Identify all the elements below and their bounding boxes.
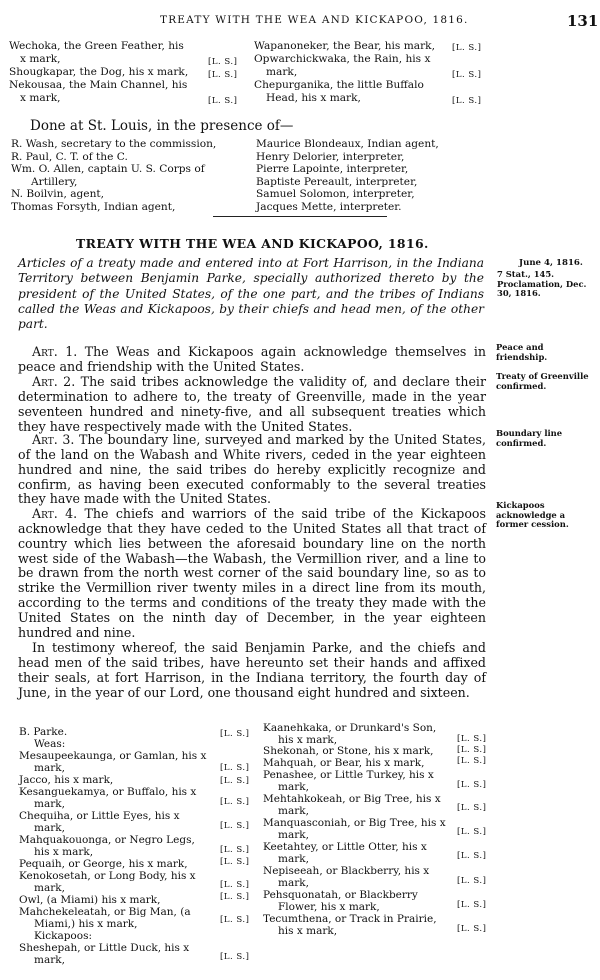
signature-line: mark, [34, 798, 65, 810]
signature-line: B. Parke. [19, 726, 68, 738]
seal-mark: [L. S.] [220, 880, 250, 890]
signature-line: his x mark, [278, 925, 338, 937]
signature-line: mark, [278, 853, 309, 865]
top-signature-line: Nekousaa, the Main Channel, his [9, 79, 188, 91]
signature-line: Owl, (a Miami) his x mark, [19, 894, 161, 906]
margin-date: June 4, 1816. [519, 258, 583, 268]
witness: Baptiste Pereault, interpreter, [256, 175, 418, 188]
seal-mark: [L. S.] [208, 70, 238, 80]
signature-line: mark, [34, 882, 65, 894]
seal-mark: [L. S.] [220, 776, 250, 786]
signature-line: Jacco, his x mark, [19, 774, 114, 786]
seal-mark: [L. S.] [457, 900, 487, 910]
article-text: The chiefs and warriors of the said tribe of the Kickapoos acknowledge that they have ceded to the United States all that tract of country which lies between the aforesaid boundary line on the north west side of the Wabash—the Wabash, the Vermillion river, and a line to be drawn from the north west corner of the said boundary line, so as to strike the Vermillion river twenty miles in a direct line from its mouth, according to the terms and conditions of the treaty they made with the United States on the ninth day of December, in the year eighteen hundred and nine. [18, 506, 486, 640]
witness: N. Boilvin, agent, [11, 188, 105, 201]
done-at-line: Done at St. Louis, in the presence of— [30, 118, 294, 134]
signature-line: Mehtahkokeah, or Big Tree, his x [263, 793, 441, 805]
witness: Samuel Solomon, interpreter, [256, 188, 415, 201]
signature-line: Pehsquonatah, or Blackberry [263, 889, 418, 901]
margin-note-cession: Kickapoos acknowledge a former cession. [496, 500, 569, 530]
signature-line: Mesaupeekaunga, or Gamlan, his x [19, 750, 207, 762]
treaty-preamble: Articles of a treaty made and entered into at Fort Harrison, in the Indiana Territory between Benjamin Parke, specially authorized thereto by the president of the United States, of the one part, and the tribes of Indians called the Weas and Kickapoos, by their chiefs and head men, of the other part. [18, 256, 484, 332]
signature-line: Kenokosetah, or Long Body, his x [19, 870, 196, 882]
article-2 [18, 375, 486, 434]
margin-note-boundary: Boundary line confirmed. [496, 428, 563, 448]
top-signature-line: Wapanoneker, the Bear, his mark, [254, 40, 435, 52]
running-title: TREATY WITH THE WEA AND KICKAPOO, 1816. [160, 14, 469, 26]
seal-mark: [L. S.] [220, 797, 250, 807]
article-3 [18, 433, 486, 507]
signature-line: Pequaih, or George, his x mark, [19, 858, 188, 870]
top-signature-line: Wechoka, the Green Feather, his [9, 40, 184, 52]
signature-line: Tecumthena, or Track in Prairie, [263, 913, 437, 925]
signature-heading: Weas: [34, 738, 66, 750]
witness: Pierre Lapointe, interpreter, [256, 163, 409, 176]
article-4 [18, 507, 486, 641]
signature-line: Kesanguekamya, or Buffalo, his x [19, 786, 197, 798]
treaty-title: TREATY WITH THE WEA AND KICKAPOO, 1816. [76, 236, 429, 251]
top-signature-line: Shougkapar, the Dog, his x mark, [9, 66, 189, 78]
seal-mark: [L. S.] [452, 43, 482, 53]
seal-mark: [L. S.] [208, 96, 238, 106]
seal-mark: [L. S.] [220, 729, 250, 739]
signature-line: mark, [34, 822, 65, 834]
seal-mark: [L. S.] [220, 952, 250, 962]
margin-note-greenville: Treaty of Greenville confirmed. [496, 371, 589, 391]
section-divider [213, 216, 387, 217]
article-text: The Weas and Kickapoos again acknowledge themselves in peace and friendship with the United States. [18, 344, 486, 374]
witness: Jacques Mette, interpreter. [256, 200, 402, 213]
seal-mark: [L. S.] [208, 57, 238, 67]
witness: Henry Delorier, interpreter, [256, 150, 405, 163]
signature-line: mark, [34, 762, 65, 774]
signature-line: Sheshepah, or Little Duck, his x [19, 942, 190, 954]
article-label: Art. 1. [32, 344, 78, 359]
signature-heading: Kickapoos: [34, 930, 92, 942]
witness: R. Wash, secretary to the commission, [11, 138, 217, 150]
signature-line: Mahquah, or Bear, his x mark, [263, 757, 425, 769]
margin-statute: 7 Stat., 145. Proclamation, Dec. 30, 1816. [497, 269, 587, 298]
seal-mark: [L. S.] [452, 96, 482, 106]
article-label: Art. 3. [32, 432, 75, 447]
signature-line: Keetahtey, or Little Otter, his x [263, 841, 427, 853]
seal-mark: [L. S.] [457, 734, 487, 744]
signature-line: Mahchekeleatah, or Big Man, (a [19, 906, 191, 918]
signature-line: Shekonah, or Stone, his x mark, [263, 745, 434, 757]
seal-mark: [L. S.] [452, 70, 482, 80]
seal-mark: [L. S.] [457, 876, 487, 886]
top-signature-line: Head, his x mark, [266, 92, 361, 104]
signature-line: Penashee, or Little Turkey, his x [263, 769, 434, 781]
article-text: The said tribes acknowledge the validity of, and declare their determination to adhere to, the treaty of Greenville, made in the year seventeen hundred and ninety-five, and all subsequent treaties which they have respectively made with the United States. [18, 374, 486, 434]
article-label: Art. 2. [32, 374, 76, 389]
witness: Wm. O. Allen, captain U. S. Corps of [11, 163, 205, 176]
article-1 [18, 345, 486, 375]
signature-line: mark, [278, 829, 309, 841]
article-label: Art. 4. [32, 506, 78, 521]
seal-mark: [L. S.] [457, 851, 487, 861]
seal-mark: [L. S.] [220, 915, 250, 925]
seal-mark: [L. S.] [457, 803, 487, 813]
signature-line: mark, [278, 781, 309, 793]
top-signature-line: x mark, [20, 53, 61, 65]
seal-mark: [L. S.] [457, 745, 487, 755]
top-signature-line: Opwarchickwaka, the Rain, his x [254, 53, 431, 65]
seal-mark: [L. S.] [457, 924, 487, 934]
witnesses-right [256, 138, 439, 214]
seal-mark: [L. S.] [457, 827, 487, 837]
signature-line: Kaanehkaka, or Drunkard's Son, [263, 722, 437, 734]
witness: Thomas Forsyth, Indian agent, [11, 200, 176, 213]
testimony-paragraph: In testimony whereof, the said Benjamin Parke, and the chiefs and head men of the said tribes, have hereunto set their hands and affixed their seals, at fort Harrison, in the Indiana territory, the fourth day of June, in the year of our Lord, one thousand eight hundred and sixteen. [18, 640, 486, 700]
signature-line: Manquasconiah, or Big Tree, his x [263, 817, 446, 829]
seal-mark: [L. S.] [457, 780, 487, 790]
signature-line: mark, [278, 877, 309, 889]
signature-line: mark, [278, 805, 309, 817]
seal-mark: [L. S.] [220, 857, 250, 867]
top-signature-line: mark, [266, 66, 298, 78]
signature-line: Flower, his x mark, [278, 901, 380, 913]
witness: Artillery, [31, 175, 78, 188]
witness: R. Paul, C. T. of the C. [11, 150, 128, 163]
top-signature-line: x mark, [20, 92, 61, 104]
seal-mark: [L. S.] [220, 892, 250, 902]
signature-line: Miami,) his x mark, [34, 918, 138, 930]
page-number: 131 [567, 12, 599, 30]
witnesses-left [11, 138, 216, 214]
signature-line: Nepiseeah, or Blackberry, his x [263, 865, 430, 877]
signature-line: his x mark, [34, 846, 94, 858]
seal-mark: [L. S.] [220, 763, 250, 773]
article-text: The boundary line, surveyed and marked by the United States, of the land on the Wabash and White rivers, ceded in the year eighteen hundred and nine, the said tribes do hereby explicitly recognize and confirm, as having been executed conformably to the several treaties they have made with the United States. [18, 432, 486, 507]
witness: Maurice Blondeaux, Indian agent, [256, 138, 439, 150]
seal-mark: [L. S.] [220, 821, 250, 831]
top-signature-line: Chepurganika, the little Buffalo [254, 79, 424, 91]
margin-note-peace: Peace and friendship. [496, 342, 548, 362]
seal-mark: [L. S.] [457, 756, 487, 766]
signature-line: Mahquakouonga, or Negro Legs, [19, 834, 195, 846]
signature-line: his x mark, [278, 734, 338, 746]
signature-line: mark, [34, 954, 65, 966]
signature-line: Chequiha, or Little Eyes, his x [19, 810, 180, 822]
seal-mark: [L. S.] [220, 845, 250, 855]
